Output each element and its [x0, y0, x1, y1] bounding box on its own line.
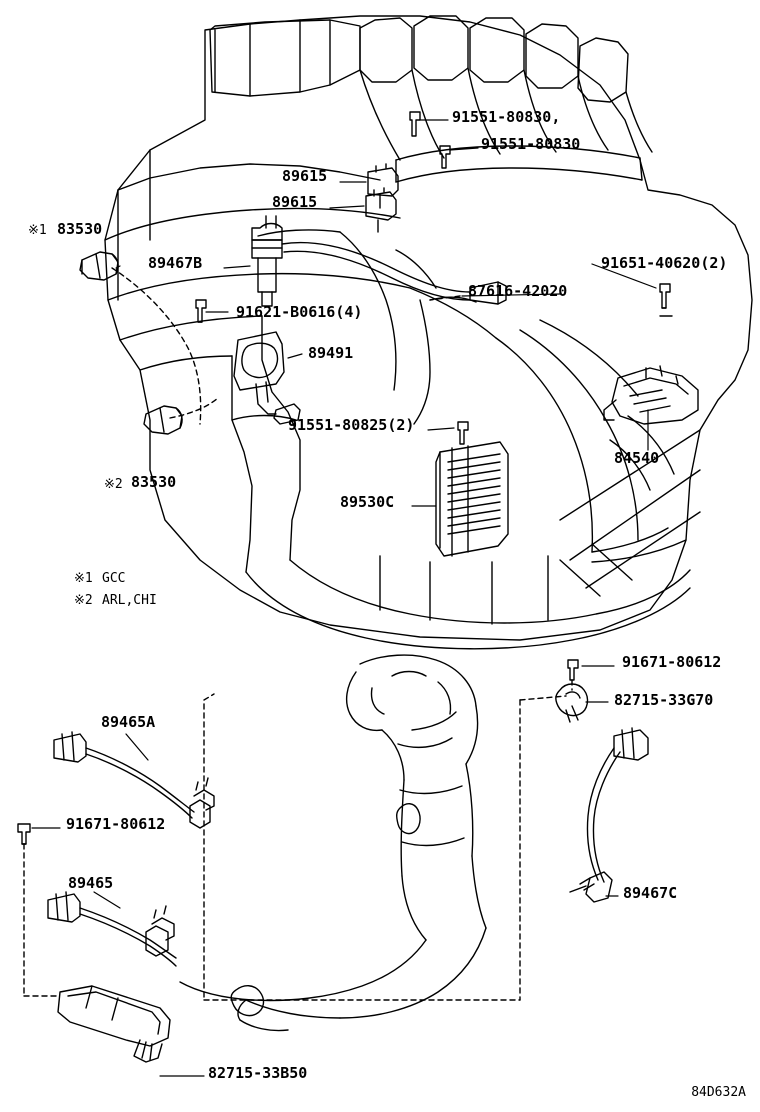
marker-ref-2: ※2 [104, 477, 123, 492]
part-label-91551-80825: 91551-80825(2) [288, 416, 415, 434]
part-label-91651-40620: 91651-40620(2) [601, 254, 728, 272]
part-label-84540: 84540 [614, 449, 660, 467]
part-label-89530C: 89530C [340, 493, 395, 511]
part-label-83530-a: 83530 [57, 220, 103, 238]
part-label-91671-80612-b: 91671-80612 [66, 815, 166, 833]
footnote-1-marker: ※1 [74, 571, 93, 586]
part-label-89467C: 89467C [623, 884, 678, 902]
part-label-89467B: 89467B [148, 254, 203, 272]
marker-ref-1: ※1 [28, 223, 47, 238]
footnote-2-text: ARL,CHI [102, 593, 157, 608]
part-label-91671-80612-a: 91671-80612 [622, 653, 722, 671]
footnote-1-text: GCC [102, 571, 126, 586]
part-label-89615-b: 89615 [272, 193, 318, 211]
part-label-83530-b: 83530 [131, 473, 177, 491]
part-label-89491: 89491 [308, 344, 354, 362]
part-label-82715-33G70: 82715-33G70 [614, 691, 714, 709]
part-label-82715-33B50: 82715-33B50 [208, 1064, 308, 1082]
diagram-code: 84D632A [691, 1085, 746, 1100]
part-label-89615-a: 89615 [282, 167, 328, 185]
footnote-2-marker: ※2 [74, 593, 93, 608]
part-label-89465: 89465 [68, 874, 114, 892]
part-label-89465A: 89465A [101, 713, 156, 731]
part-label-91621-B0616: 91621-B0616(4) [236, 303, 363, 321]
part-label-91551-80830-b: 91551-80830 [481, 135, 581, 153]
part-label-87616-42020: 87616-42020 [468, 282, 568, 300]
part-label-91551-80830-a: 91551-80830, [452, 108, 561, 126]
